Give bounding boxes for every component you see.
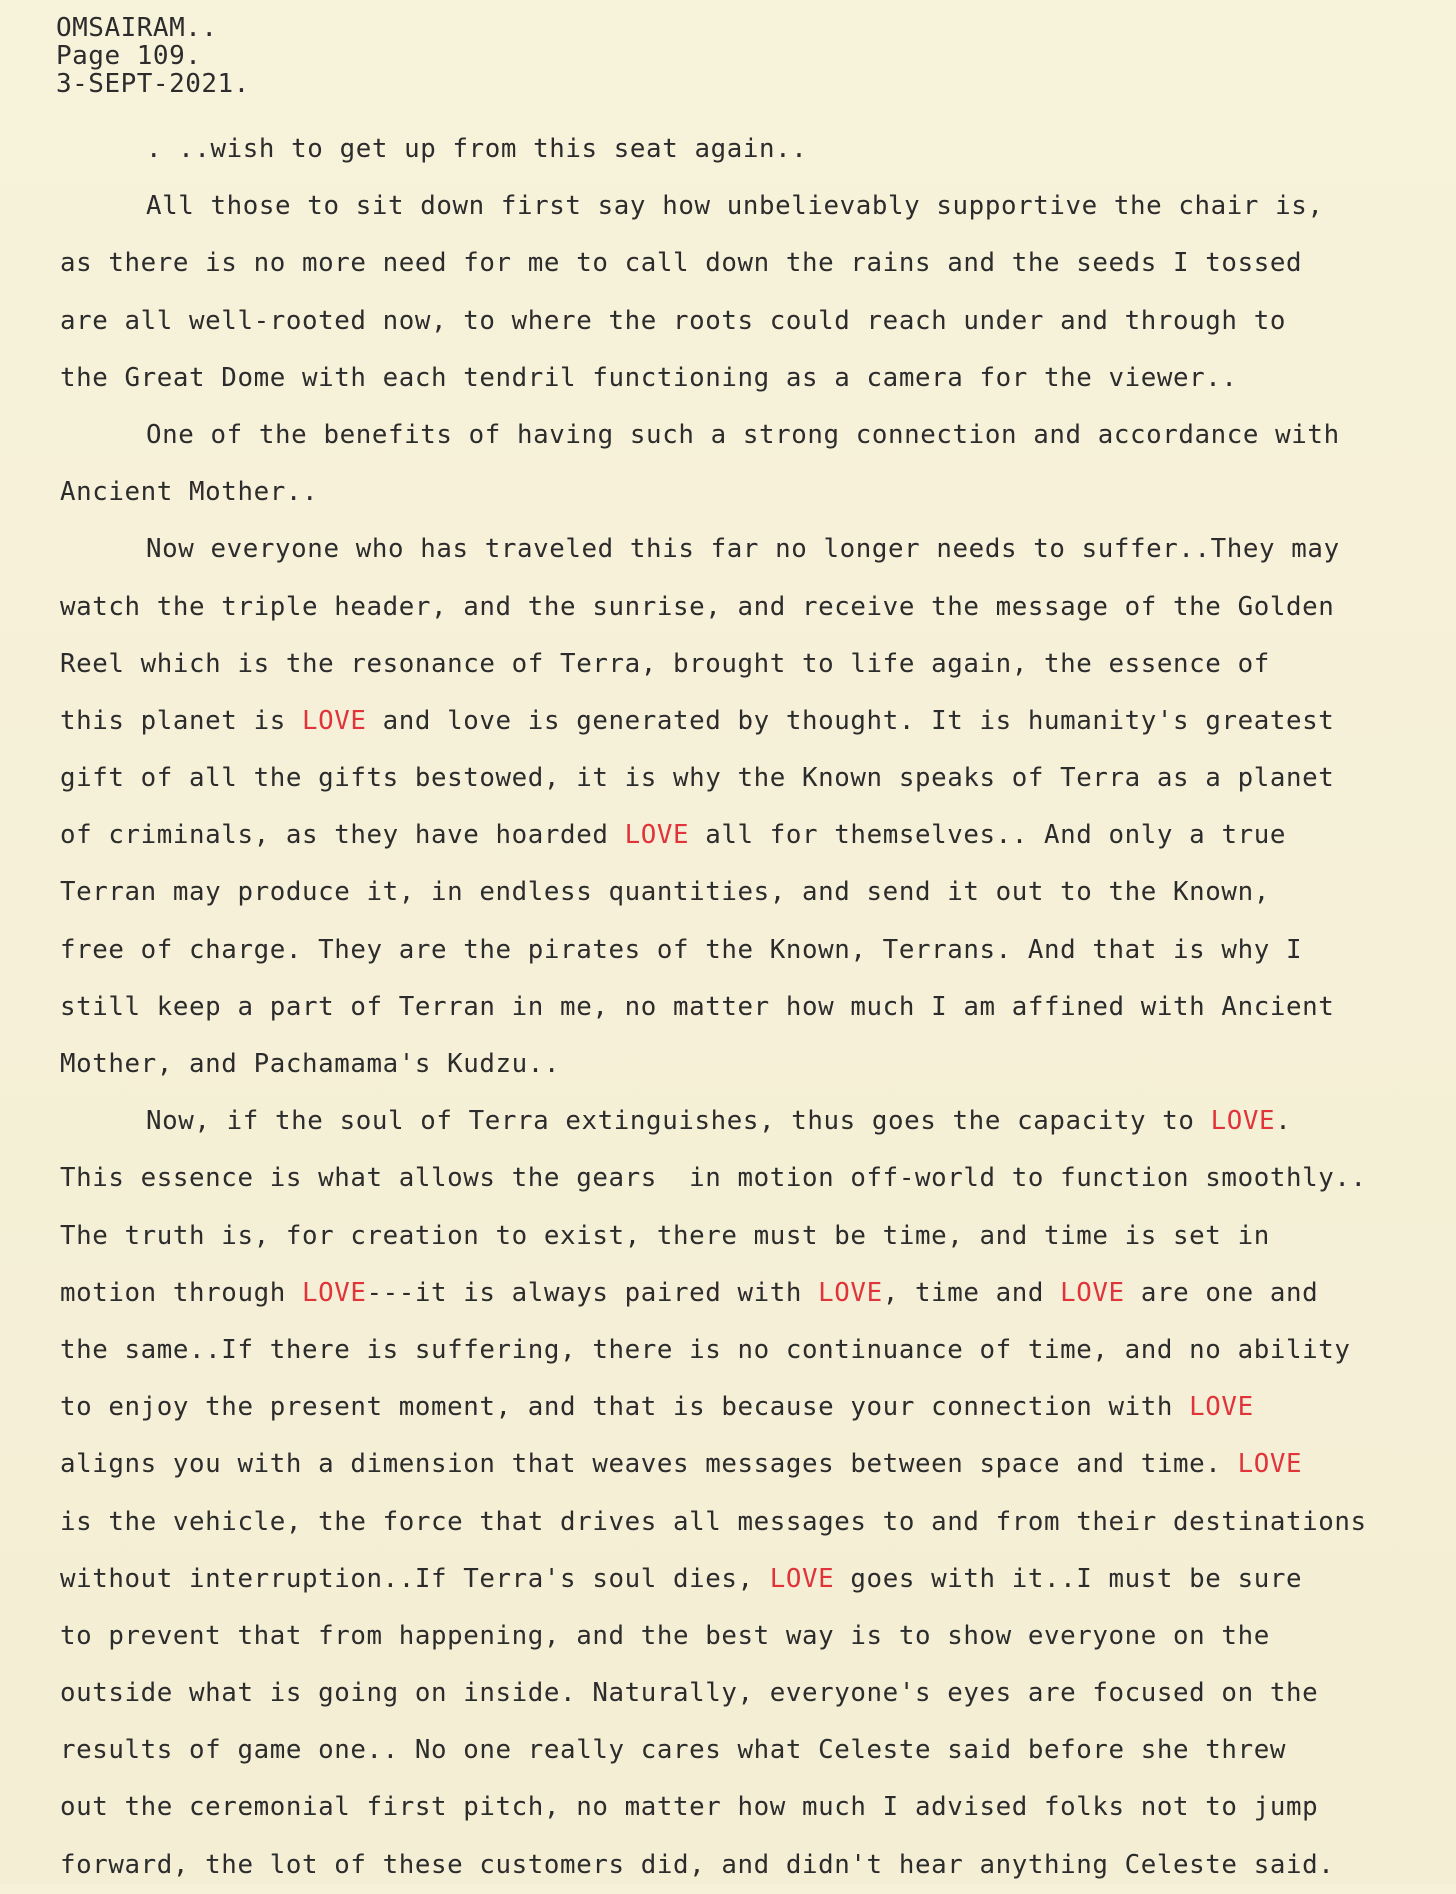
line-text: this planet is — [60, 705, 302, 736]
text-line — [60, 121, 1450, 178]
text-line — [60, 1265, 1450, 1322]
text-line — [60, 1608, 1450, 1665]
line-text: Mother, and Pachamama's Kudzu.. — [60, 1049, 561, 1079]
text-line — [60, 1722, 1450, 1779]
line-text: and love is generated by thought. It is humanity's greatest — [366, 705, 1335, 736]
line-text: goes with it..I must be sure — [834, 1563, 1303, 1594]
line-text: . — [1275, 1106, 1292, 1137]
text-line — [60, 693, 1450, 750]
text-line — [60, 979, 1450, 1036]
text-line — [60, 807, 1450, 864]
line-text: , time and — [882, 1277, 1061, 1308]
line-text: ---it is always paired with — [366, 1277, 819, 1308]
text-line — [60, 521, 1450, 578]
red-love-word: LOVE — [1210, 1106, 1276, 1137]
text-line — [60, 1494, 1450, 1551]
text-line — [60, 1665, 1450, 1722]
line-text: are all well-rooted now, to where the roots could reach under and through to — [60, 305, 1286, 336]
line-text: This essence is what allows the gears in motion off-world to function smoothly.. — [60, 1163, 1367, 1194]
line-text: motion through — [60, 1277, 302, 1308]
text-line — [60, 1837, 1450, 1894]
line-text: still keep a part of Terran in me, no matter how much I am affined with Ancient — [60, 991, 1335, 1022]
line-text: The truth is, for creation to exist, there must be time, and time is set in — [60, 1220, 1270, 1251]
line-text: free of charge. They are the pirates of the Known, Terrans. And that is why I — [60, 934, 1303, 965]
header-title: OMSAIRAM.. — [56, 13, 218, 43]
line-text: forward, the lot of these customers did, and didn't hear anything Celeste said. — [60, 1849, 1335, 1880]
line-text: is the vehicle, the force that drives all messages to and from their destinations — [60, 1506, 1367, 1537]
line-text: All those to sit down first say how unbelievably supportive the chair is, — [146, 191, 1324, 222]
text-line — [60, 1379, 1450, 1436]
text-line — [60, 1436, 1450, 1493]
text-line — [60, 864, 1450, 921]
text-line — [60, 407, 1450, 464]
line-text: One of the benefits of having such a strong connection and accordance with — [146, 419, 1340, 450]
red-love-word: LOVE — [1060, 1277, 1125, 1308]
text-line — [60, 1093, 1450, 1150]
line-text: Now everyone who has traveled this far no longer needs to suffer..They may — [146, 534, 1340, 565]
line-text: results of game one.. No one really cares what Celeste said before she threw — [60, 1735, 1286, 1766]
line-text: Reel which is the resonance of Terra, brought to life again, the essence of — [60, 648, 1270, 679]
text-line — [60, 922, 1450, 979]
text-line — [60, 1322, 1450, 1379]
line-text: all for themselves.. And only a true — [689, 820, 1286, 851]
text-line — [60, 1150, 1450, 1207]
red-love-word: LOVE — [301, 1277, 367, 1308]
red-love-word: LOVE — [1189, 1392, 1254, 1423]
line-text: out the ceremonial first pitch, no matter how much I advised folks not to jump — [60, 1792, 1319, 1823]
text-line — [60, 235, 1450, 292]
line-text: without interruption..If Terra's soul dies, — [60, 1563, 770, 1594]
line-text: gift of all the gifts bestowed, it is why the Known speaks of Terra as a planet — [60, 763, 1335, 794]
page-header — [56, 14, 250, 98]
line-text: Ancient Mother.. — [60, 477, 319, 508]
text-line — [60, 1208, 1450, 1265]
line-text: of criminals, as they have hoarded — [60, 820, 625, 851]
line-text: the same..If there is suffering, there is no continuance of time, and no ability — [60, 1334, 1351, 1365]
line-text: to enjoy the present moment, and that is because your connection with — [60, 1392, 1190, 1423]
line-text: outside what is going on inside. Naturally, everyone's eyes are focused on the — [60, 1678, 1319, 1709]
text-line — [60, 350, 1450, 407]
text-line — [60, 293, 1450, 350]
text-line — [60, 1036, 1450, 1093]
line-text: as there is no more need for me to call down the rains and the seeds I tossed — [60, 248, 1303, 279]
line-text: to prevent that from happening, and the best way is to show everyone on the — [60, 1620, 1270, 1651]
text-line — [60, 750, 1450, 807]
page-number: Page 109. — [56, 41, 202, 71]
page-date: 3-SEPT-2021. — [56, 69, 250, 99]
typed-body-text — [60, 121, 1450, 1894]
line-text: Now, if the soul of Terra extinguishes, thus goes the capacity to — [146, 1106, 1211, 1137]
text-line — [60, 636, 1450, 693]
text-line — [60, 579, 1450, 636]
red-love-word: LOVE — [1237, 1449, 1303, 1480]
line-text: watch the triple header, and the sunrise, and receive the message of the Golden — [60, 591, 1335, 622]
red-love-word: LOVE — [301, 705, 367, 736]
text-line — [60, 464, 1450, 521]
line-text: aligns you with a dimension that weaves messages between space and time. — [60, 1449, 1238, 1480]
line-text: are one and — [1124, 1277, 1319, 1308]
line-text: . ..wish to get up from this seat again.. — [146, 134, 808, 164]
text-line — [60, 1779, 1450, 1836]
text-line — [60, 178, 1450, 235]
red-love-word: LOVE — [624, 820, 690, 851]
text-line — [60, 1551, 1450, 1608]
red-love-word: LOVE — [769, 1563, 835, 1594]
line-text: Terran may produce it, in endless quantities, and send it out to the Known, — [60, 877, 1270, 908]
red-love-word: LOVE — [818, 1277, 883, 1308]
line-text: the Great Dome with each tendril functioning as a camera for the viewer.. — [60, 362, 1238, 393]
